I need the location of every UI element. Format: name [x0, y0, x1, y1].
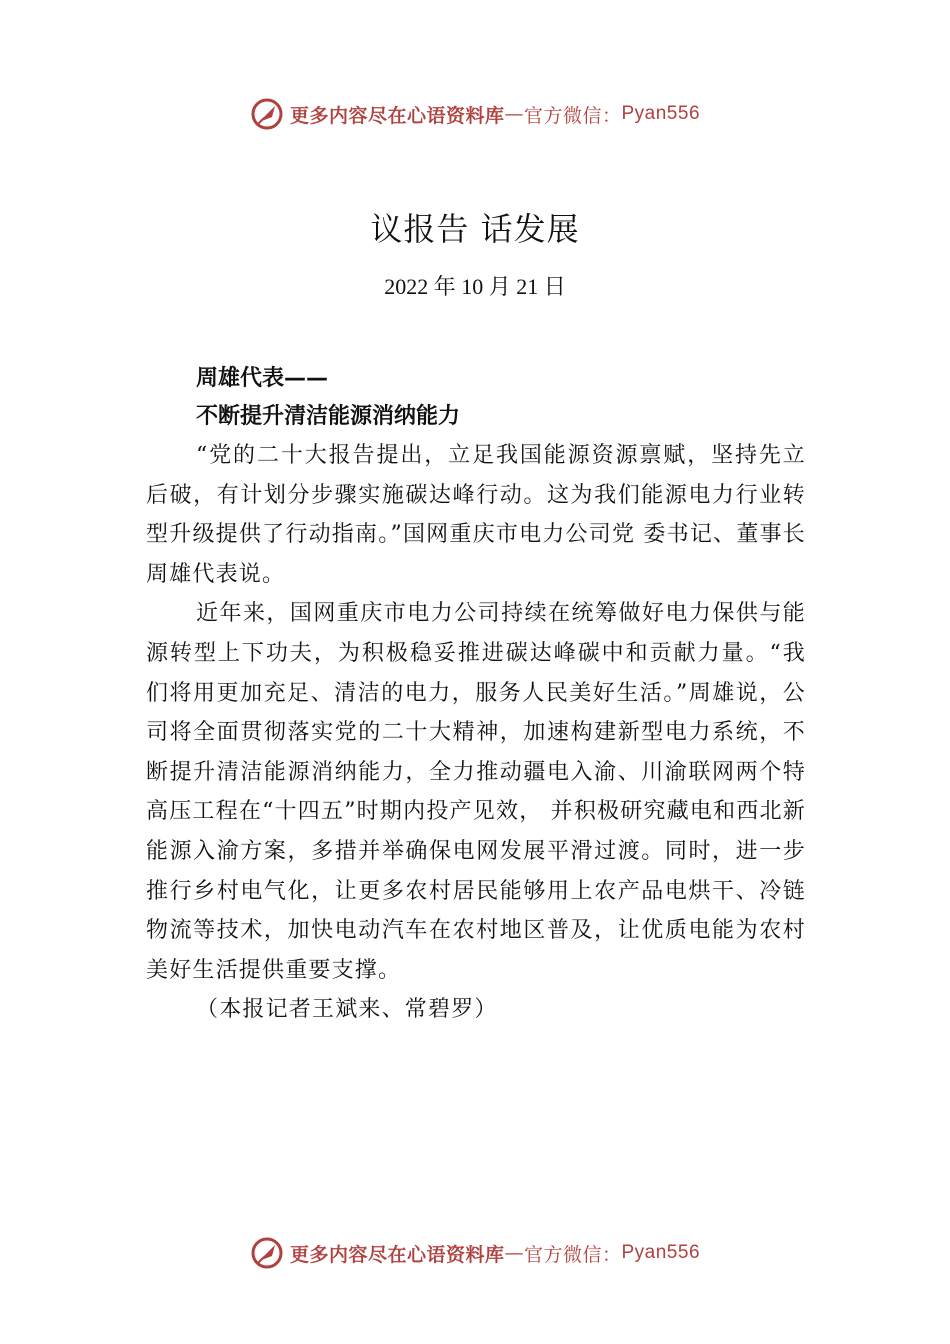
section-heading-name: 周雄代表——: [196, 366, 329, 391]
document-title: 议报告 话发展: [370, 210, 580, 248]
watermark-text: 更多内容尽在心语资料库: [289, 104, 505, 127]
paragraph-quote: “党的二十大报告提出，立足我国能源资源禀赋，坚持先立后破，有计划分步骤实施碳达峰行动。这为我们能源电力行业转型升级提供了行动指南。”国网重庆市电力公司党 委书记、董事长周雄代表说。: [146, 443, 806, 587]
watermark-footer: [0, 1233, 950, 1273]
watermark-wechat-label: 官方微信：: [523, 1243, 622, 1266]
watermark-text: 更多内容尽在心语资料库: [289, 1243, 505, 1266]
paragraph-main: 近年来，国网重庆市电力公司持续在统筹做好电力保供与能源转型上下功夫，为积极稳妥推进碳达峰碳中和贡献力量。“我们将用更加充足、清洁的电力，服务人民美好生活。”周雄说，公司将全面贯彻落实党的二十大精神，加速构建新型电力系统，不断提升清洁能源消纳能力，全力推动疆电入渝、川渝联网两个特高压工程在“十四五”时期内投产见效， 并积极研究藏电和西北新能源入渝方案，多措并举确保电网发展平滑过渡。同时，进一步推行乡村电气化，让更多农村居民能够用上农产品电烘干、冷链物流等技术，加快电动汽车在农村地区普及，让优质电能为农村美好生活提供重要支撑。: [146, 601, 806, 983]
watermark-dash: —: [504, 103, 524, 125]
reporter-byline: （本报记者王斌来、常碧罗）: [196, 997, 498, 1023]
document-date: 2022 年 10 月 21 日: [384, 274, 566, 299]
quill-logo-icon: [250, 1236, 284, 1270]
document-body: [146, 360, 806, 1030]
quill-logo-icon: [250, 97, 284, 131]
watermark-dash: —: [504, 1242, 524, 1264]
watermark-wechat-id: Pyan556: [621, 103, 701, 124]
watermark-header: [0, 94, 950, 134]
watermark-wechat-id: Pyan556: [621, 1242, 701, 1263]
watermark-wechat-label: 官方微信：: [523, 104, 622, 127]
section-heading-topic: 不断提升清洁能源消纳能力: [196, 404, 461, 429]
